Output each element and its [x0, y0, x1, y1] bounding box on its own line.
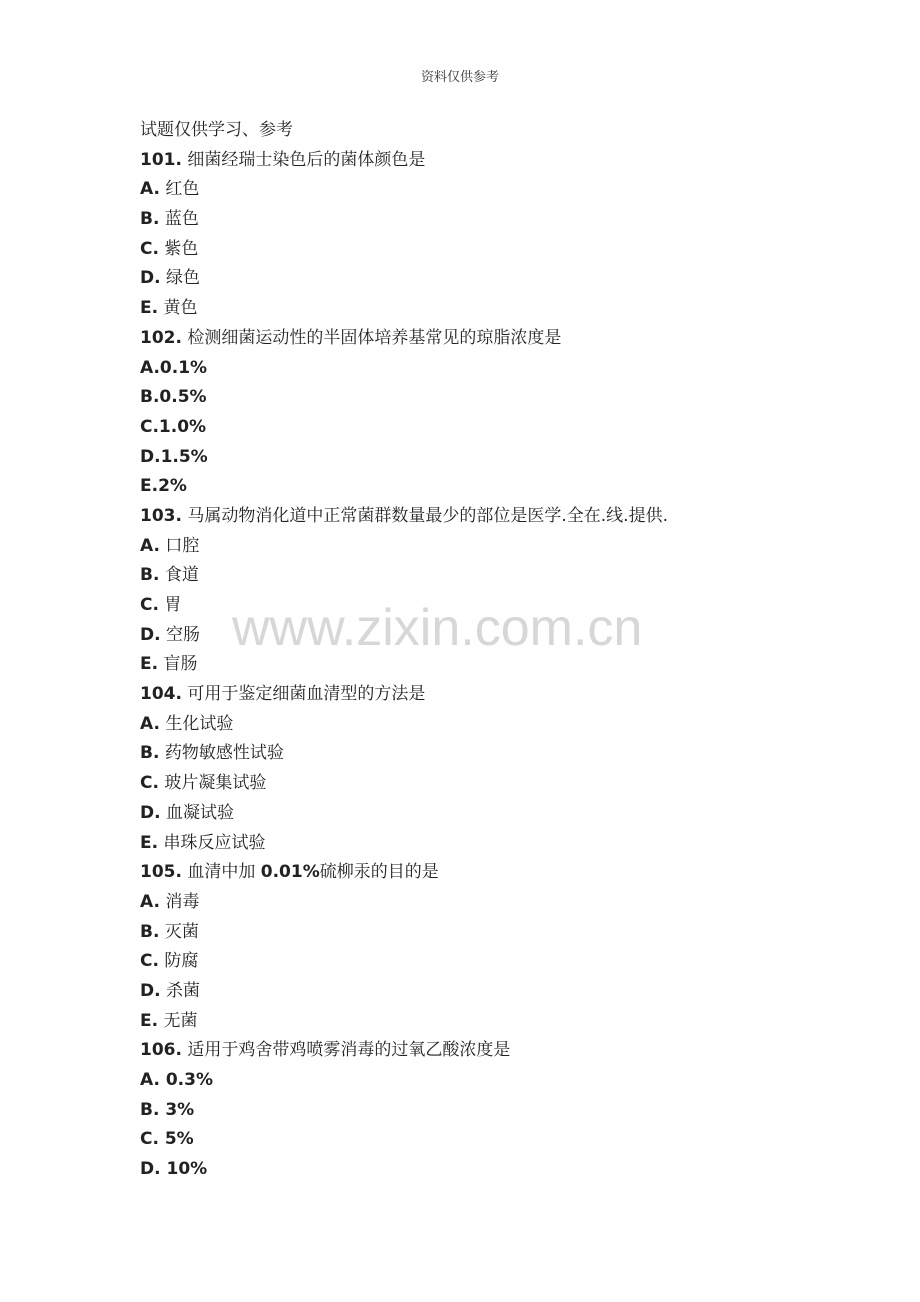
option-letter: E.: [140, 654, 159, 675]
option-103-a: [140, 532, 840, 562]
option-102-b: [140, 383, 840, 413]
option-text: 胃: [164, 595, 182, 615]
option-105-a: [140, 888, 840, 918]
question-102: [140, 324, 840, 354]
question-text-after: 硫柳汞的目的是: [319, 862, 439, 883]
option-105-d: [140, 977, 840, 1007]
option-letter: D.1.5%: [140, 446, 208, 467]
option-text: 防腐: [164, 951, 199, 972]
option-letter: A. 0.3%: [140, 1070, 213, 1090]
page-header: 资料仅供参考: [420, 70, 499, 85]
option-text: 血凝试验: [165, 802, 234, 823]
option-letter: E.: [140, 1010, 159, 1031]
question-text: 细菌经瑞士染色后的菌体颜色是: [187, 149, 426, 170]
option-letter: C.: [140, 773, 159, 794]
question-number: 103.: [140, 505, 182, 526]
question-number: 106.: [140, 1040, 182, 1061]
option-103-b: [140, 561, 840, 591]
question-103: [140, 502, 840, 532]
option-103-e: [140, 650, 840, 680]
option-text: 生化试验: [165, 713, 234, 734]
option-letter: A.: [140, 891, 160, 912]
option-104-a: [140, 710, 840, 740]
option-text: 红色: [165, 179, 200, 200]
option-105-b: [140, 918, 840, 948]
watermark: www.zixin.com.cn: [232, 599, 643, 657]
question-text: 可用于鉴定细菌血清型的方法是: [187, 684, 426, 705]
option-105-c: [140, 947, 840, 977]
option-106-c: [140, 1125, 840, 1155]
question-104: [140, 680, 840, 710]
option-102-a: [140, 354, 840, 384]
option-106-a: [140, 1066, 840, 1096]
question-text: 适用于鸡舍带鸡喷雾消毒的过氧乙酸浓度是: [187, 1040, 511, 1061]
option-104-c: [140, 769, 840, 799]
option-letter: B.0.5%: [140, 387, 207, 408]
question-number: 105.: [140, 862, 182, 883]
option-106-d: [140, 1155, 840, 1185]
option-text: 口腔: [165, 535, 200, 556]
option-letter: A.: [140, 535, 160, 556]
question-text: 检测细菌运动性的半固体培养基常见的琼脂浓度是: [187, 327, 562, 348]
option-letter: E.: [140, 298, 159, 319]
option-letter: B.: [140, 209, 160, 230]
option-letter: C. 5%: [140, 1129, 194, 1150]
option-106-b: [140, 1096, 840, 1126]
option-102-d: [140, 443, 840, 473]
option-letter: A.: [140, 713, 160, 734]
intro-line: 试题仅供学习、参考: [140, 120, 293, 140]
option-letter: E.2%: [140, 476, 187, 497]
option-text: 紫色: [164, 238, 199, 259]
option-letter: C.: [140, 238, 159, 259]
option-105-e: [140, 1007, 840, 1037]
option-text: 食道: [164, 565, 199, 586]
option-101-c: [140, 235, 840, 265]
option-letter: D.: [140, 268, 161, 289]
option-letter: D.: [140, 980, 161, 1001]
question-106: [140, 1036, 840, 1066]
option-104-d: [140, 799, 840, 829]
option-101-d: [140, 264, 840, 294]
option-text: 盲肠: [163, 654, 198, 675]
option-text: 蓝色: [164, 209, 199, 230]
question-text-bold: 0.01%: [260, 862, 320, 883]
question-105: [140, 858, 840, 888]
option-text: 玻片凝集试验: [164, 773, 267, 794]
option-101-e: [140, 294, 840, 324]
option-letter: B.: [140, 565, 160, 586]
option-text: 黄色: [163, 298, 198, 319]
option-101-a: [140, 175, 840, 205]
option-letter: D.: [140, 802, 161, 823]
question-text: 马属动物消化道中正常菌群数量最少的部位是医学.全在.线.提供.: [187, 505, 668, 526]
option-text: 串珠反应试验: [163, 832, 266, 853]
option-letter: C.1.0%: [140, 416, 207, 437]
option-letter: D. 10%: [140, 1159, 208, 1180]
option-letter: D.: [140, 624, 161, 645]
option-letter: C.: [140, 951, 159, 972]
option-letter: A.0.1%: [140, 357, 208, 378]
question-101: [140, 146, 840, 176]
option-103-c: [140, 591, 840, 621]
option-letter: A.: [140, 179, 160, 200]
option-letter: C.: [140, 595, 159, 615]
option-letter: B.: [140, 743, 160, 764]
question-number: 101.: [140, 149, 182, 170]
question-list: [140, 116, 840, 1185]
option-text: 杀菌: [165, 980, 200, 1001]
option-text: 空肠: [165, 624, 200, 645]
question-number: 104.: [140, 684, 182, 705]
option-text: 绿色: [165, 268, 200, 289]
option-102-e: [140, 472, 840, 502]
question-number: 102.: [140, 327, 182, 348]
option-102-c: [140, 413, 840, 443]
option-letter: B. 3%: [140, 1099, 195, 1120]
option-104-e: [140, 829, 840, 859]
option-104-b: [140, 739, 840, 769]
option-letter: B.: [140, 921, 160, 942]
option-text: 无菌: [163, 1010, 198, 1031]
option-text: 灭菌: [164, 921, 199, 942]
option-letter: E.: [140, 832, 159, 853]
option-103-d: [140, 621, 840, 651]
option-text: 消毒: [165, 891, 200, 912]
question-text: 血清中加: [187, 862, 261, 883]
option-101-b: [140, 205, 840, 235]
option-text: 药物敏感性试验: [164, 743, 284, 764]
